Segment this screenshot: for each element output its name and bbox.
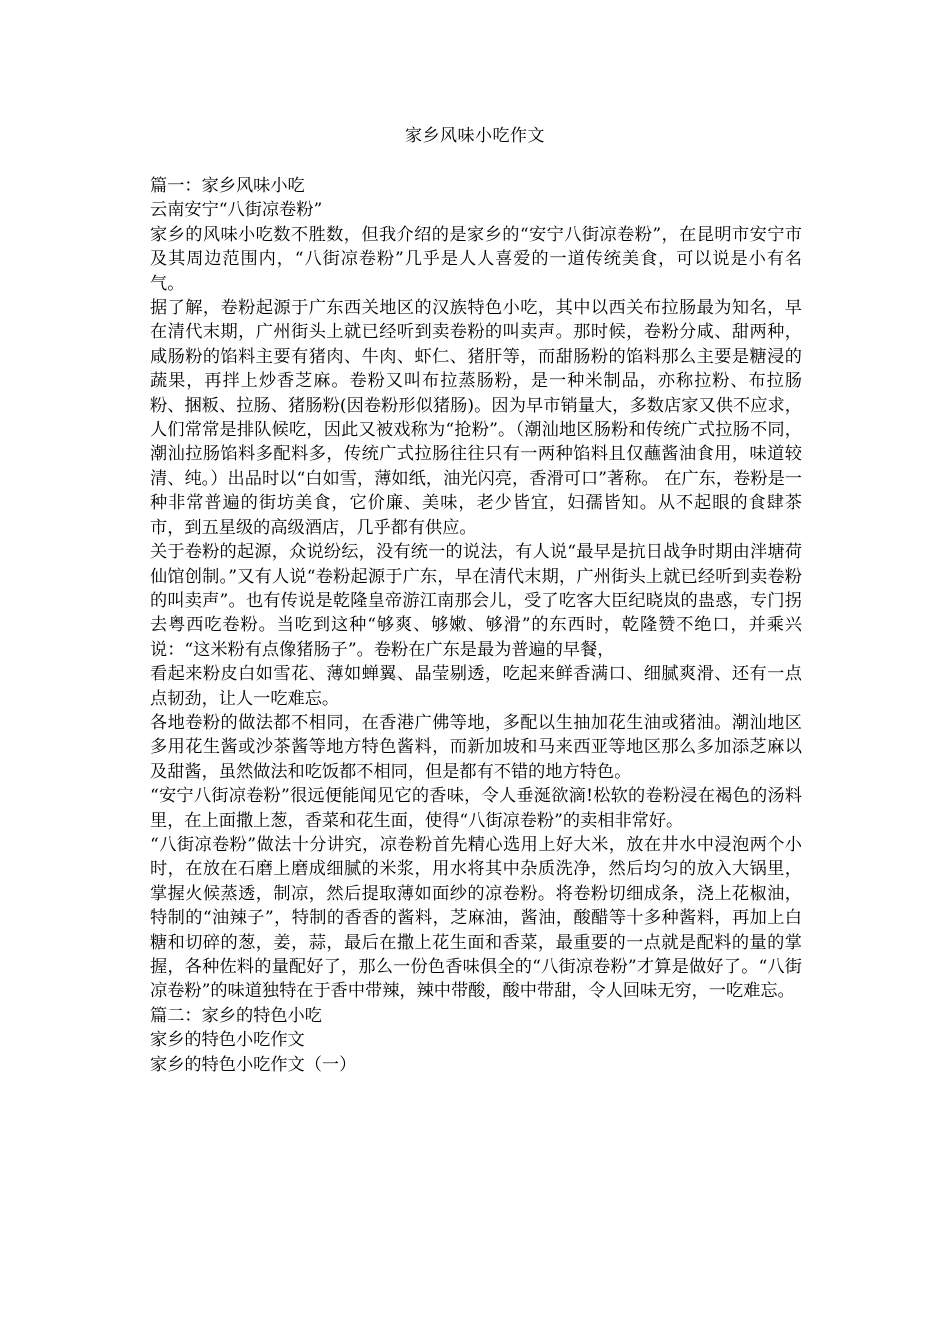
paragraph: 关于卷粉的起源，众说纷纭，没有统一的说法，有人说“最早是抗日战争时期由泮塘荷仙馆创制。”又有人说“卷粉起源于广东，早在清代末期，广州街头上就已经听到卖卷粉的叫卖声”。也有传说是乾隆皇帝游江南那会儿，受了吃客大臣纪晓岚的蛊惑，专门拐去粤西吃卷粉。当吃到这种“够爽、够嫩、够滑”的东西时，乾隆赞不绝口，并乘兴说：“这米粉有点像猪肠子”。卷粉在广东是最为普遍的早餐，: [150, 542, 802, 660]
document-title: 家乡风味小吃作文: [405, 126, 545, 146]
document-body: [150, 174, 802, 1077]
paragraph: 据了解，卷粉起源于广东西关地区的汉族特色小吃，其中以西关布拉肠最为知名，早在清代末期，广州街头上就已经听到卖卷粉的叫卖声。那时候，卷粉分咸、甜两种，咸肠粉的馅料主要有猪肉、牛肉、虾仁、猪肝等，而甜肠粉的馅料那么主要是糖浸的蔬果，再拌上炒香芝麻。卷粉又叫布拉蒸肠粉，是一种米制品，亦称拉粉、布拉肠粉、捆粄、拉肠、猪肠粉(因卷粉形似猪肠)。因为早市销量大，多数店家又供不应求，人们常常是排队候吃，因此又被戏称为“抢粉”。（潮汕地区肠粉和传统广式拉肠不同，潮汕拉肠馅料多配料多，传统广式拉肠往往只有一两种馅料且仅蘸酱油食用，味道较清、纯。）出品时以“白如雪，薄如纸，油光闪亮，香滑可口”著称。 在广东，卷粉是一种非常普遍的街坊美食，它价廉、美味，老少皆宜，妇孺皆知。从不起眼的食肆茶市，到五星级的高级酒店，几乎都有供应。: [150, 298, 802, 538]
article-subheading: 家乡的特色小吃作文（一）: [150, 1054, 357, 1075]
article-heading: 云南安宁“八街凉卷粉”: [150, 200, 323, 221]
section-heading: 篇一：家乡风味小吃: [150, 176, 305, 196]
article-heading: 家乡的特色小吃作文: [150, 1030, 305, 1051]
section-heading: 篇二：家乡的特色小吃: [150, 1005, 322, 1026]
paragraph: “八街凉卷粉”做法十分讲究，凉卷粉首先精心选用上好大米，放在井水中浸泡两个小时，在放在石磨上磨成细腻的米浆，用水将其中杂质洗净，然后均匀的放入大锅里，掌握火候蒸透，制凉，然后提取薄如面纱的凉卷粉。将卷粉切细成条，浇上花椒油，特制的“油辣子”，特制的香香的酱料，芝麻油，酱油，酸醋等十多种酱料，再加上白糖和切碎的葱，姜，蒜，最后在撒上花生面和香菜，最重要的一点就是配料的量的掌握，各种佐料的量配好了，那么一份色香味俱全的“八街凉卷粉”才算是做好了。“八街凉卷粉”的味道独特在于香中带辣，辣中带酸，酸中带甜，令人回味无穷，一吃难忘。: [150, 834, 802, 1002]
paragraph: “安宁八街凉卷粉”很远便能闻见它的香味，令人垂涎欲滴!松软的卷粉浸在褐色的汤料里，在上面撒上葱，香菜和花生面，使得“八街凉卷粉”的卖相非常好。: [150, 786, 802, 831]
paragraph: 家乡的风味小吃数不胜数，但我介绍的是家乡的“安宁八街凉卷粉”，在昆明市安宁市及其周边范围内，“八街凉卷粉”几乎是人人喜爱的一道传统美食，可以说是小有名气。: [150, 224, 802, 294]
paragraph: 看起来粉皮白如雪花、薄如蝉翼、晶莹剔透，吃起来鲜香满口、细腻爽滑、还有一点点韧劲，让人一吃难忘。: [150, 664, 802, 709]
paragraph: 各地卷粉的做法都不相同，在香港广佛等地，多配以生抽加花生油或猪油。潮汕地区多用花生酱或沙茶酱等地方特色酱料，而新加坡和马来西亚等地区那么多加添芝麻以及甜酱，虽然做法和吃饭都不相同，但是都有不错的地方特色。: [150, 712, 802, 782]
